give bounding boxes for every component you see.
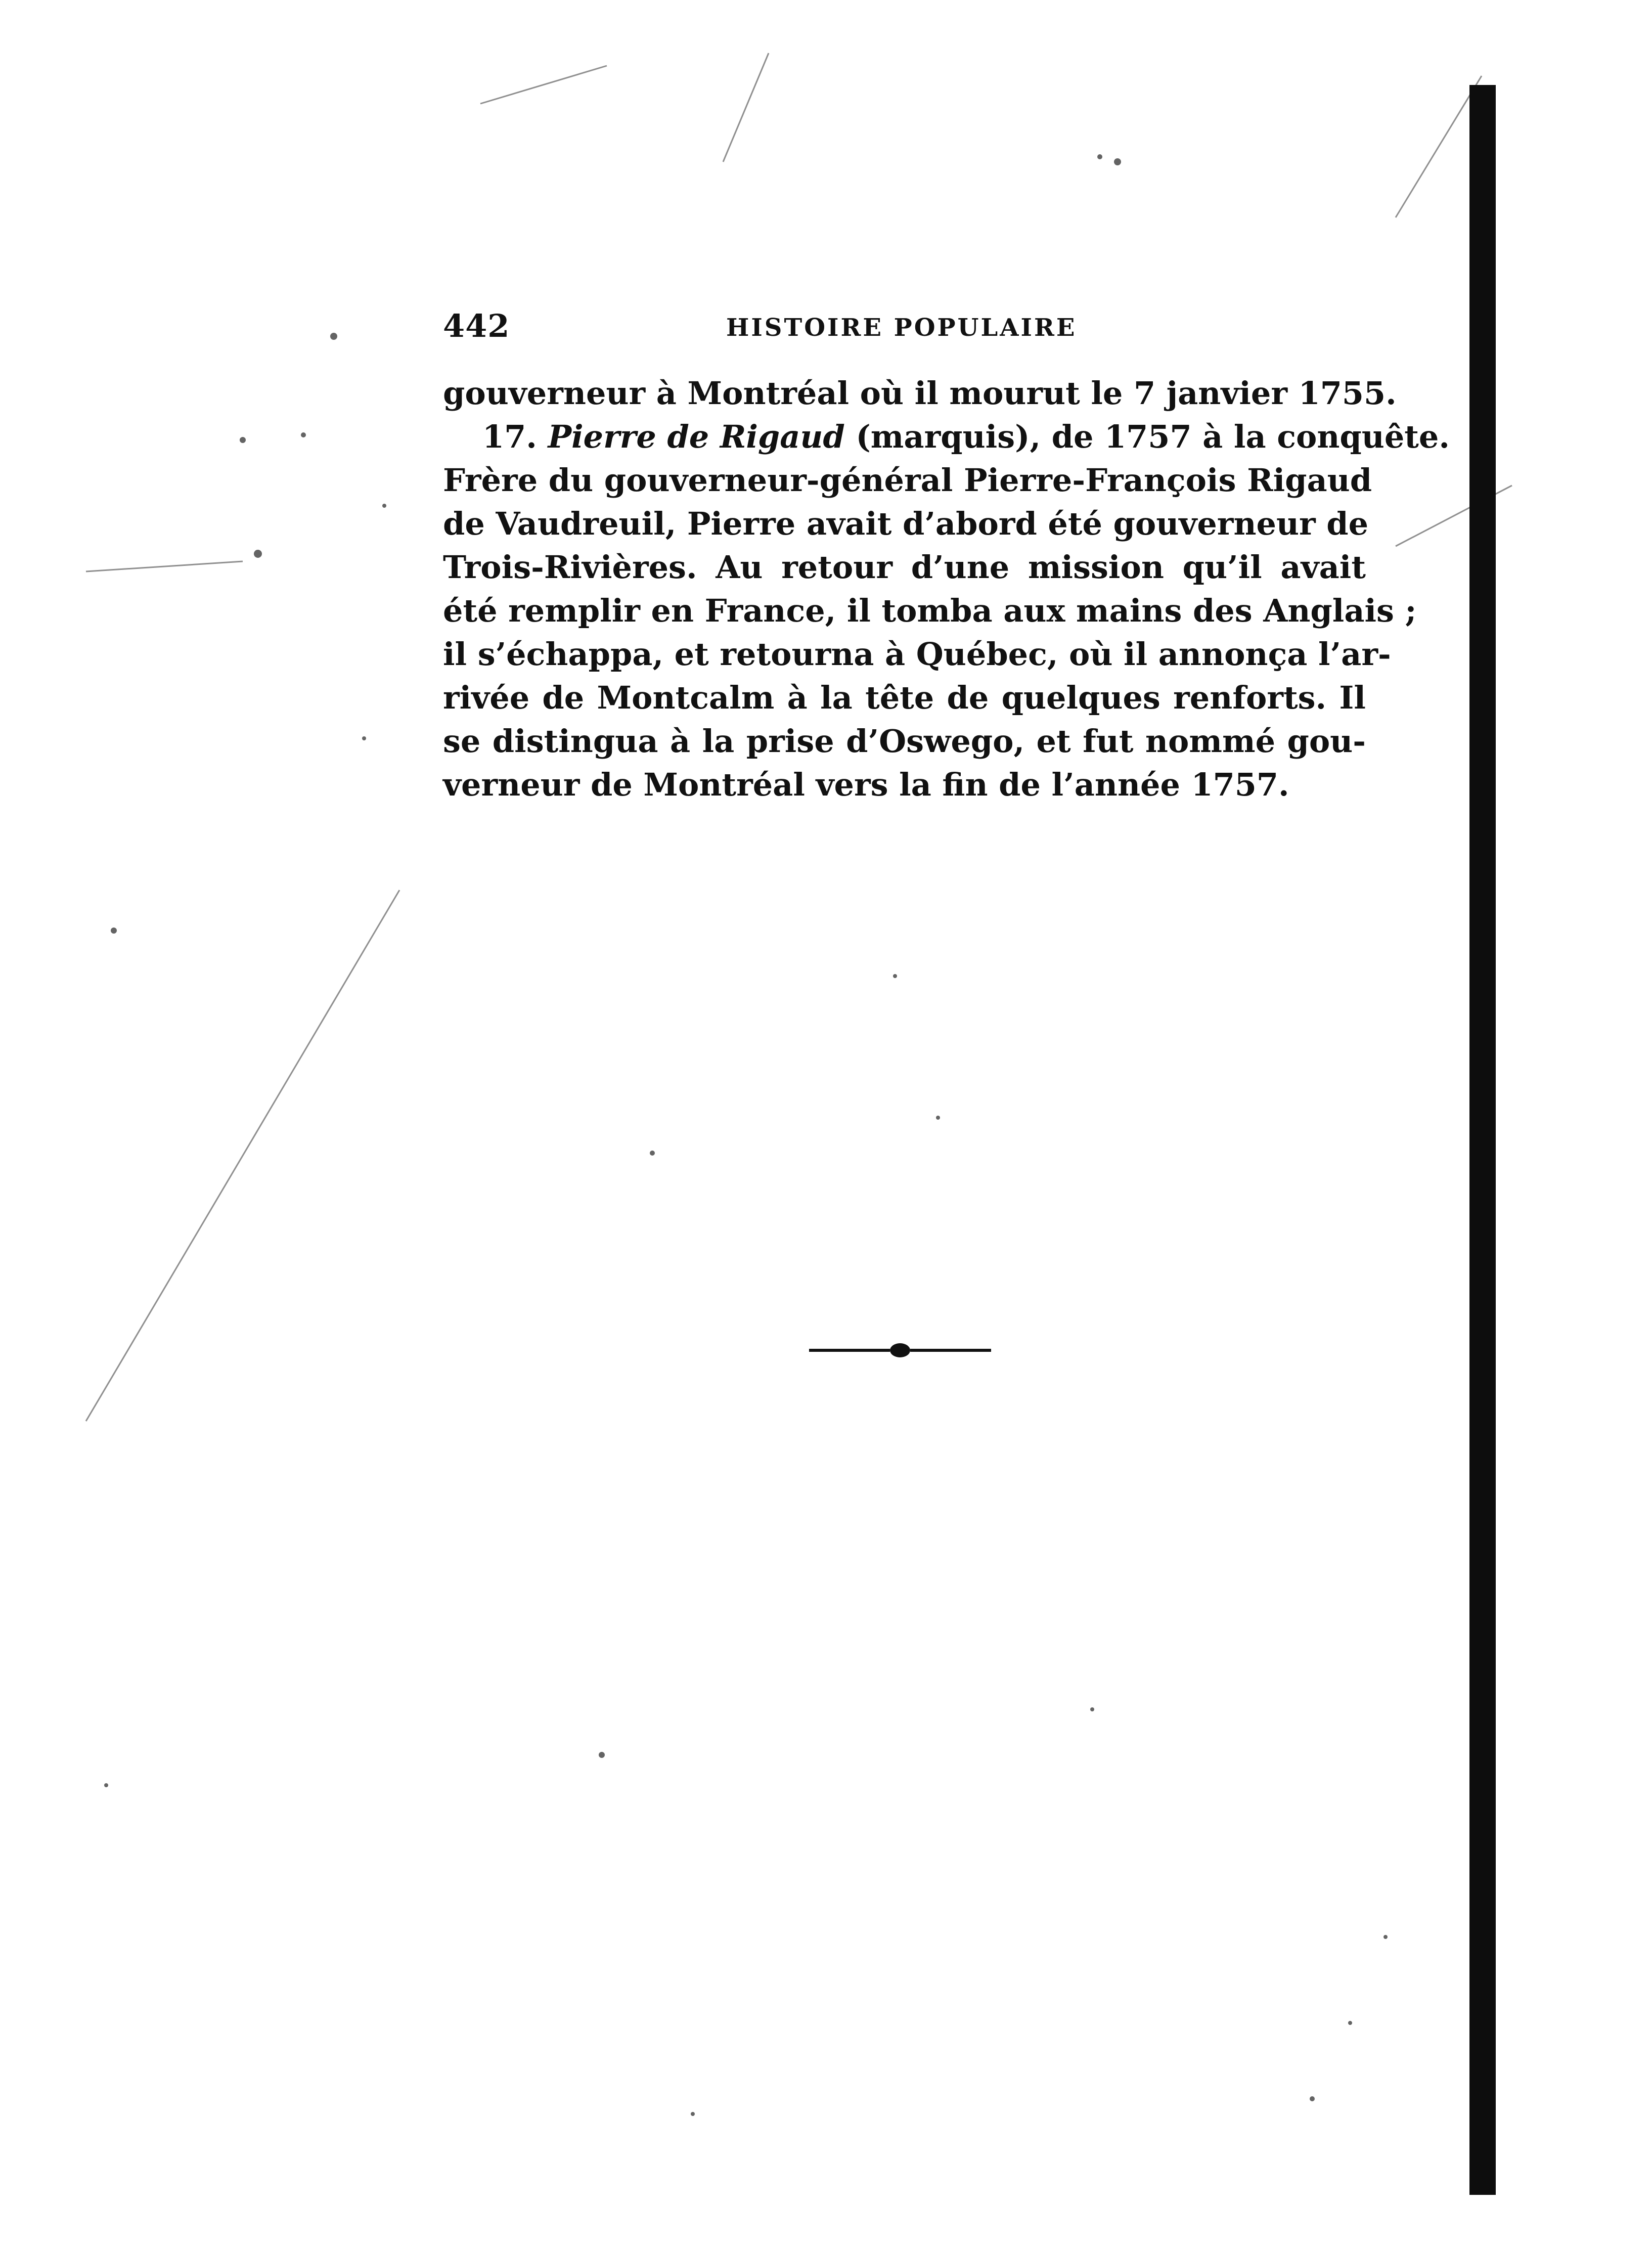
text-line: été remplir en France, il tomba aux mains des Anglais ;: [443, 592, 1417, 629]
entry-number: 17.: [482, 418, 537, 455]
running-head: [443, 303, 1366, 349]
text-line: rivée de Montcalm à la tête de quelques renforts. Il: [443, 679, 1366, 716]
text-line: verneur de Montréal vers la fin de l’année 1757.: [443, 766, 1289, 803]
text-line: de Vaudreuil, Pierre avait d’abord été gouverneur de: [443, 505, 1369, 542]
text-line: Trois-Rivières. Au retour d’une mission qu’il avait: [443, 549, 1366, 586]
entry-heading-rest: (marquis), de 1757 à la conquête.: [856, 418, 1450, 455]
text-line: gouverneur à Montréal où il mourut le 7 janvier 1755.: [443, 375, 1397, 412]
text-line: Frère du gouverneur-général Pierre-François Rigaud: [443, 462, 1372, 499]
running-title: HISTOIRE POPULAIRE: [726, 314, 1077, 342]
text-line: il s’échappa, et retourna à Québec, où il annonça l’ar-: [443, 636, 1391, 673]
end-ornament: [809, 1340, 991, 1360]
text-line: se distingua à la prise d’Oswego, et fut nommé gou-: [443, 723, 1366, 760]
entry-name: Pierre de Rigaud: [548, 418, 845, 455]
binding-shadow-bar: [1469, 85, 1496, 2195]
page-number: 442: [443, 307, 510, 344]
body-text: [443, 372, 1450, 807]
text-line-entry-17: [443, 415, 1450, 459]
